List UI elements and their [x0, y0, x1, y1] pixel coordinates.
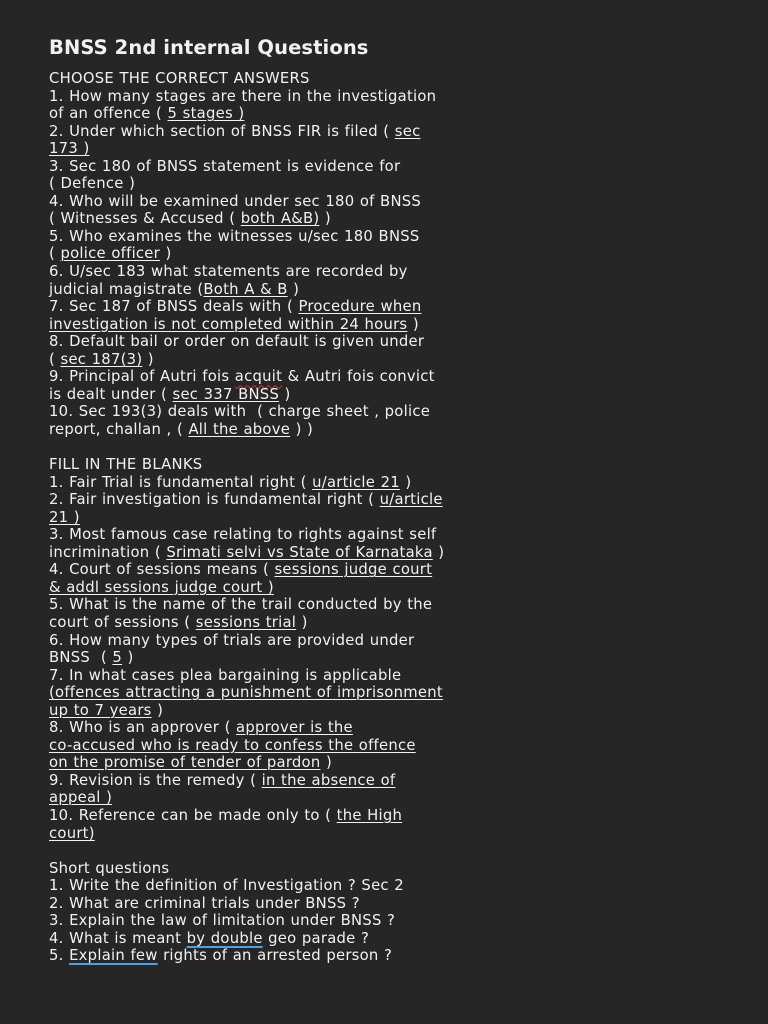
text-line — [49, 158, 729, 176]
text-line — [49, 456, 729, 474]
question-text: is dealt under ( — [49, 385, 173, 403]
question-text: incrimination ( — [49, 543, 167, 561]
document-body — [49, 70, 729, 965]
question-text: ) — [320, 754, 332, 772]
question-text: ( — [49, 350, 61, 368]
answer-text: 21 ) — [49, 508, 80, 526]
text-line — [49, 702, 729, 720]
question-text: 2. Fair investigation is fundamental right ( — [49, 491, 380, 509]
answer-text: Procedure when — [298, 298, 422, 316]
answer-text: u/article — [379, 491, 443, 509]
question-text: 6. How many types of trials are provided under — [49, 631, 415, 649]
text-line — [49, 474, 729, 492]
answer-text: approver is the — [236, 719, 353, 737]
text-line — [49, 298, 729, 316]
answer-text: Both A & B — [203, 280, 288, 298]
question-text: ) — [122, 649, 134, 667]
answer-text: sec 187(3) — [60, 350, 143, 368]
answer-text: u/article 21 — [312, 473, 400, 491]
question-text: ( Defence ) — [49, 175, 136, 193]
question-text: Short questions — [49, 859, 170, 877]
text-line — [49, 842, 729, 860]
question-text: 3. Most famous case relating to rights against self — [49, 526, 437, 544]
question-text: 3. Sec 180 of BNSS statement is evidence for — [49, 157, 401, 175]
question-text: 8. Default bail or order on default is given under — [49, 333, 425, 351]
answer-text: both A&B) — [240, 210, 320, 228]
text-line — [49, 263, 729, 281]
text-line — [49, 491, 729, 509]
text-line — [49, 772, 729, 790]
question-text: 7. In what cases plea bargaining is applicable — [49, 666, 402, 684]
text-line — [49, 351, 729, 369]
question-text: ) — [407, 315, 419, 333]
text-line — [49, 754, 729, 772]
question-text: BNSS ( — [49, 649, 113, 667]
text-line — [49, 789, 729, 807]
answer-text: Srimati selvi vs State of Karnataka — [166, 543, 433, 561]
text-line — [49, 632, 729, 650]
text-line — [49, 421, 729, 439]
text-line — [49, 860, 729, 878]
question-text: 4. Court of sessions means ( — [49, 561, 275, 579]
text-line — [49, 596, 729, 614]
text-line — [49, 368, 729, 386]
text-line — [49, 509, 729, 527]
question-text: of an offence ( — [49, 105, 168, 123]
question-text: FILL IN THE BLANKS — [49, 456, 203, 474]
question-text: ) — [296, 613, 308, 631]
text-line — [49, 667, 729, 685]
question-text: ) — [287, 280, 300, 298]
question-text: 1. Fair Trial is fundamental right ( — [49, 473, 313, 491]
answer-text: 173 ) — [49, 140, 90, 158]
question-text: judicial magistrate ( — [49, 280, 204, 298]
text-line — [49, 105, 729, 123]
question-text: 6. U/sec 183 what statements are recorded by — [49, 263, 408, 281]
text-line — [49, 561, 729, 579]
text-line — [49, 228, 729, 246]
text-line — [49, 123, 729, 141]
answer-text: Explain few — [69, 947, 158, 965]
question-text: 5. Who examines the witnesses u/sec 180 BNSS — [49, 227, 420, 245]
question-text: geo parade ? — [262, 929, 370, 947]
question-text: & Autri fois convict — [282, 368, 435, 386]
answer-text: acquit — [234, 368, 283, 386]
question-text: 9. Revision is the remedy ( — [49, 771, 262, 789]
text-line — [49, 719, 729, 737]
answer-text: the High — [336, 806, 403, 824]
text-line — [49, 649, 729, 667]
question-text: 5. — [49, 947, 70, 965]
question-text: 10. Reference can be made only to ( — [49, 806, 337, 824]
text-line — [49, 930, 729, 948]
question-text: 8. Who is an approver ( — [49, 719, 237, 737]
text-line — [49, 579, 729, 597]
question-text: 10. Sec 193(3) deals with ( charge sheet , police — [49, 403, 431, 421]
question-text: ) — [399, 473, 412, 491]
answer-text: 5 stages ) — [167, 105, 245, 123]
answer-text: sessions trial — [195, 613, 297, 631]
answer-text: sessions judge court — [274, 561, 433, 579]
question-text: ) — [142, 350, 154, 368]
text-line — [49, 807, 729, 825]
answer-text: 5 — [112, 649, 123, 667]
question-text: court of sessions ( — [49, 613, 196, 631]
text-line — [49, 684, 729, 702]
text-line — [49, 877, 729, 895]
question-text: ( — [49, 245, 61, 263]
question-text: report, challan , ( — [49, 420, 189, 438]
text-line — [49, 614, 729, 632]
question-text: 1. How many stages are there in the investigation — [49, 87, 437, 105]
document-title: BNSS 2nd internal Questions — [49, 36, 369, 59]
answer-text: on the promise of tender of pardon — [49, 754, 321, 772]
question-text: ) — [279, 385, 291, 403]
text-line — [49, 526, 729, 544]
text-line — [49, 438, 729, 456]
answer-text: up to 7 years — [49, 701, 152, 719]
answer-text: police officer — [60, 245, 160, 263]
question-text: ) — [319, 210, 331, 228]
text-line — [49, 403, 729, 421]
question-text: ) — [160, 245, 172, 263]
document-page — [49, 36, 729, 965]
answer-text: court) — [49, 824, 95, 842]
question-text: 9. Principal of Autri fois — [49, 368, 235, 386]
text-line — [49, 333, 729, 351]
answer-text: investigation is not completed within 24 hours — [49, 315, 408, 333]
text-line — [49, 737, 729, 755]
text-line — [49, 88, 729, 106]
question-text: 5. What is the name of the trail conducted by the — [49, 596, 433, 614]
text-line — [49, 895, 729, 913]
question-text: 3. Explain the law of limitation under BNSS ? — [49, 912, 396, 930]
text-line — [49, 70, 729, 88]
question-text: ( Witnesses & Accused ( — [49, 210, 241, 228]
question-text: ) ) — [290, 420, 314, 438]
text-line — [49, 193, 729, 211]
answer-text: sec — [394, 122, 421, 140]
question-text: CHOOSE THE CORRECT ANSWERS — [49, 70, 310, 87]
text-line — [49, 825, 729, 843]
text-line — [49, 281, 729, 299]
answer-text: co-accused who is ready to confess the offence — [49, 736, 416, 754]
question-text: 2. What are criminal trials under BNSS ? — [49, 894, 360, 912]
text-line — [49, 175, 729, 193]
question-text: ) — [151, 701, 164, 719]
question-text: 4. Who will be examined under sec 180 of BNSS — [49, 192, 422, 210]
text-line — [49, 544, 729, 562]
question-text: 4. What is meant — [49, 929, 187, 947]
text-line — [49, 316, 729, 334]
answer-text: appeal ) — [49, 789, 113, 807]
question-text: rights of an arrested person ? — [157, 947, 393, 965]
question-text: 1. Write the definition of Investigation ? Sec 2 — [49, 877, 404, 895]
answer-text: (offences attracting a punishment of imprisonment — [49, 684, 443, 702]
text-line — [49, 912, 729, 930]
question-text: 2. Under which section of BNSS FIR is filed ( — [49, 122, 395, 140]
question-text: 7. Sec 187 of BNSS deals with ( — [49, 298, 299, 316]
question-text: ) — [432, 543, 445, 561]
text-line — [49, 210, 729, 228]
answer-text: by double — [186, 929, 263, 947]
text-line — [49, 245, 729, 263]
answer-text: sec 337 BNSS — [172, 385, 280, 403]
text-line — [49, 140, 729, 158]
answer-text: & addl sessions judge court ) — [49, 578, 274, 596]
answer-text: All the above — [188, 420, 291, 438]
text-line — [49, 386, 729, 404]
answer-text: in the absence of — [261, 771, 396, 789]
text-line — [49, 947, 729, 965]
